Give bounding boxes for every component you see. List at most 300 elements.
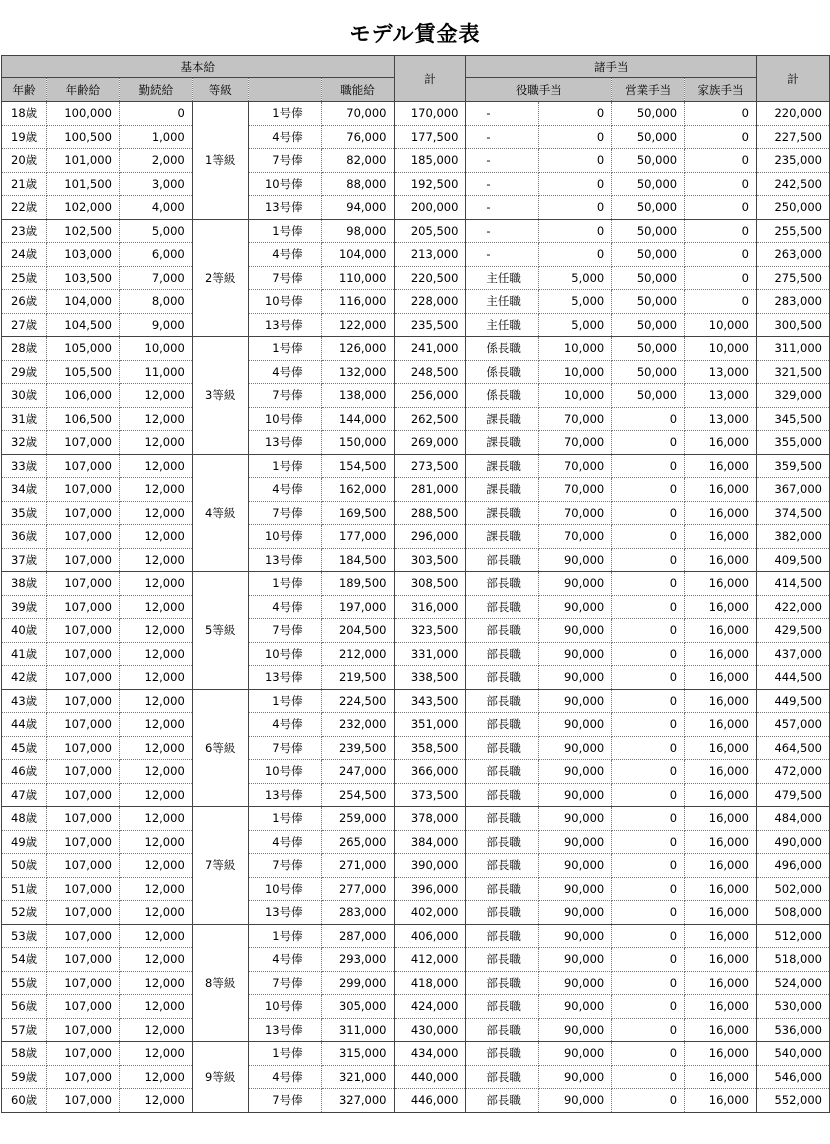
age-cell: 48歳 xyxy=(2,807,47,831)
basic-total-cell: 303,500 xyxy=(394,548,466,572)
service-pay-cell: 9,000 xyxy=(119,313,192,337)
family-allowance-cell: 16,000 xyxy=(685,948,757,972)
grand-total-cell: 311,000 xyxy=(757,337,830,361)
wage-table-body xyxy=(2,102,830,1113)
age-cell: 36歳 xyxy=(2,525,47,549)
step-cell: 4号俸 xyxy=(248,478,321,502)
step-cell: 4号俸 xyxy=(248,360,321,384)
table-row xyxy=(2,971,830,995)
step-cell: 1号俸 xyxy=(248,219,321,243)
family-allowance-cell: 13,000 xyxy=(685,384,757,408)
family-allowance-cell: 13,000 xyxy=(685,360,757,384)
grand-total-cell: 227,500 xyxy=(757,125,830,149)
age-pay-cell: 107,000 xyxy=(46,689,119,713)
grand-total-cell: 552,000 xyxy=(757,1089,830,1113)
basic-total-cell: 248,500 xyxy=(394,360,466,384)
position-cell: 部長職 xyxy=(466,807,539,831)
basic-total-cell: 366,000 xyxy=(394,760,466,784)
step-cell: 7号俸 xyxy=(248,854,321,878)
step-cell: 10号俸 xyxy=(248,877,321,901)
table-row xyxy=(2,548,830,572)
family-allowance-cell: 0 xyxy=(685,149,757,173)
table-row xyxy=(2,877,830,901)
grand-total-cell: 409,500 xyxy=(757,548,830,572)
position-cell: 部長職 xyxy=(466,877,539,901)
grand-total-cell: 437,000 xyxy=(757,642,830,666)
position-allowance-cell: 10,000 xyxy=(539,337,612,361)
job-pay-cell: 315,000 xyxy=(321,1042,394,1066)
position-allowance-cell: 90,000 xyxy=(539,995,612,1019)
service-pay-cell: 12,000 xyxy=(119,901,192,925)
basic-total-cell: 192,500 xyxy=(394,172,466,196)
position-allowance-cell: 5,000 xyxy=(539,266,612,290)
table-row xyxy=(2,901,830,925)
basic-total-cell: 406,000 xyxy=(394,924,466,948)
position-allowance-cell: 90,000 xyxy=(539,713,612,737)
position-allowance-cell: 70,000 xyxy=(539,525,612,549)
grade-cell: 1等級 xyxy=(192,102,248,220)
service-pay-cell: 5,000 xyxy=(119,219,192,243)
position-allowance-cell: 0 xyxy=(539,172,612,196)
position-allowance-cell: 90,000 xyxy=(539,971,612,995)
position-cell: 主任職 xyxy=(466,313,539,337)
position-allowance-cell: 5,000 xyxy=(539,290,612,314)
step-cell: 10号俸 xyxy=(248,172,321,196)
sales-allowance-cell: 0 xyxy=(612,995,685,1019)
age-cell: 40歳 xyxy=(2,619,47,643)
grand-total-cell: 496,000 xyxy=(757,854,830,878)
position-cell: - xyxy=(466,196,539,220)
age-pay-cell: 107,000 xyxy=(46,854,119,878)
table-row xyxy=(2,149,830,173)
family-allowance-cell: 16,000 xyxy=(685,454,757,478)
grand-total-cell: 518,000 xyxy=(757,948,830,972)
family-allowance-cell: 16,000 xyxy=(685,807,757,831)
grand-total-cell: 367,000 xyxy=(757,478,830,502)
grand-total-cell: 464,500 xyxy=(757,736,830,760)
position-allowance-cell: 70,000 xyxy=(539,407,612,431)
age-cell: 43歳 xyxy=(2,689,47,713)
grand-total-cell: 536,000 xyxy=(757,1018,830,1042)
age-pay-cell: 104,500 xyxy=(46,313,119,337)
grand-total-cell: 540,000 xyxy=(757,1042,830,1066)
age-cell: 50歳 xyxy=(2,854,47,878)
basic-total-cell: 228,000 xyxy=(394,290,466,314)
basic-total-cell: 177,500 xyxy=(394,125,466,149)
step-cell: 1号俸 xyxy=(248,924,321,948)
position-cell: 部長職 xyxy=(466,854,539,878)
job-pay-cell: 219,500 xyxy=(321,666,394,690)
grand-total-cell: 429,500 xyxy=(757,619,830,643)
service-pay-cell: 12,000 xyxy=(119,713,192,737)
position-cell: 部長職 xyxy=(466,595,539,619)
sales-allowance-cell: 0 xyxy=(612,595,685,619)
job-pay-cell: 162,000 xyxy=(321,478,394,502)
grade-cell: 3等級 xyxy=(192,337,248,455)
service-pay-cell: 12,000 xyxy=(119,619,192,643)
step-cell: 1号俸 xyxy=(248,102,321,126)
service-pay-cell: 12,000 xyxy=(119,877,192,901)
age-pay-cell: 107,000 xyxy=(46,995,119,1019)
job-pay-cell: 305,000 xyxy=(321,995,394,1019)
job-pay-cell: 70,000 xyxy=(321,102,394,126)
table-row xyxy=(2,196,830,220)
age-cell: 38歳 xyxy=(2,572,47,596)
sales-allowance-cell: 0 xyxy=(612,501,685,525)
step-cell: 7号俸 xyxy=(248,501,321,525)
grand-total-cell: 508,000 xyxy=(757,901,830,925)
family-allowance-cell: 0 xyxy=(685,125,757,149)
step-cell: 10号俸 xyxy=(248,995,321,1019)
grade-cell: 8等級 xyxy=(192,924,248,1042)
job-pay-cell: 138,000 xyxy=(321,384,394,408)
position-cell: - xyxy=(466,102,539,126)
basic-total-cell: 235,500 xyxy=(394,313,466,337)
step-cell: 4号俸 xyxy=(248,830,321,854)
position-allowance-cell: 90,000 xyxy=(539,830,612,854)
position-cell: 部長職 xyxy=(466,713,539,737)
position-allowance-cell: 70,000 xyxy=(539,478,612,502)
age-cell: 49歳 xyxy=(2,830,47,854)
header-age: 年齢 xyxy=(2,78,47,102)
grand-total-cell: 530,000 xyxy=(757,995,830,1019)
step-cell: 1号俸 xyxy=(248,807,321,831)
family-allowance-cell: 0 xyxy=(685,266,757,290)
step-cell: 13号俸 xyxy=(248,1018,321,1042)
position-allowance-cell: 70,000 xyxy=(539,454,612,478)
age-pay-cell: 107,000 xyxy=(46,548,119,572)
age-pay-cell: 107,000 xyxy=(46,783,119,807)
step-cell: 4号俸 xyxy=(248,713,321,737)
table-row xyxy=(2,243,830,267)
table-row xyxy=(2,689,830,713)
table-row xyxy=(2,290,830,314)
age-cell: 59歳 xyxy=(2,1065,47,1089)
grand-total-cell: 484,000 xyxy=(757,807,830,831)
grand-total-cell: 479,500 xyxy=(757,783,830,807)
family-allowance-cell: 16,000 xyxy=(685,901,757,925)
sales-allowance-cell: 50,000 xyxy=(612,149,685,173)
step-cell: 13号俸 xyxy=(248,313,321,337)
step-cell: 7号俸 xyxy=(248,1089,321,1113)
position-cell: 主任職 xyxy=(466,290,539,314)
age-cell: 25歳 xyxy=(2,266,47,290)
basic-total-cell: 446,000 xyxy=(394,1089,466,1113)
job-pay-cell: 265,000 xyxy=(321,830,394,854)
step-cell: 1号俸 xyxy=(248,454,321,478)
job-pay-cell: 110,000 xyxy=(321,266,394,290)
job-pay-cell: 287,000 xyxy=(321,924,394,948)
age-cell: 56歳 xyxy=(2,995,47,1019)
basic-total-cell: 316,000 xyxy=(394,595,466,619)
service-pay-cell: 1,000 xyxy=(119,125,192,149)
step-cell: 1号俸 xyxy=(248,572,321,596)
grand-total-cell: 345,500 xyxy=(757,407,830,431)
grand-total-cell: 255,500 xyxy=(757,219,830,243)
sales-allowance-cell: 0 xyxy=(612,924,685,948)
position-cell: 部長職 xyxy=(466,830,539,854)
age-pay-cell: 107,000 xyxy=(46,431,119,455)
job-pay-cell: 154,500 xyxy=(321,454,394,478)
grand-total-cell: 263,000 xyxy=(757,243,830,267)
job-pay-cell: 116,000 xyxy=(321,290,394,314)
position-cell: 部長職 xyxy=(466,760,539,784)
sales-allowance-cell: 0 xyxy=(612,642,685,666)
table-row xyxy=(2,760,830,784)
position-allowance-cell: 70,000 xyxy=(539,501,612,525)
position-allowance-cell: 90,000 xyxy=(539,736,612,760)
step-cell: 10号俸 xyxy=(248,525,321,549)
header-job-pay: 職能給 xyxy=(321,78,394,102)
position-allowance-cell: 90,000 xyxy=(539,760,612,784)
table-row xyxy=(2,1042,830,1066)
table-row xyxy=(2,266,830,290)
age-pay-cell: 107,000 xyxy=(46,478,119,502)
position-cell: 課長職 xyxy=(466,478,539,502)
sales-allowance-cell: 0 xyxy=(612,572,685,596)
position-allowance-cell: 90,000 xyxy=(539,877,612,901)
sales-allowance-cell: 0 xyxy=(612,713,685,737)
grand-total-cell: 220,000 xyxy=(757,102,830,126)
age-pay-cell: 107,000 xyxy=(46,924,119,948)
basic-total-cell: 308,500 xyxy=(394,572,466,596)
step-cell: 13号俸 xyxy=(248,196,321,220)
family-allowance-cell: 16,000 xyxy=(685,619,757,643)
sales-allowance-cell: 0 xyxy=(612,1042,685,1066)
table-row xyxy=(2,431,830,455)
age-pay-cell: 107,000 xyxy=(46,619,119,643)
position-allowance-cell: 70,000 xyxy=(539,431,612,455)
position-cell: 係長職 xyxy=(466,384,539,408)
position-allowance-cell: 90,000 xyxy=(539,783,612,807)
age-pay-cell: 107,000 xyxy=(46,971,119,995)
service-pay-cell: 12,000 xyxy=(119,924,192,948)
age-cell: 24歳 xyxy=(2,243,47,267)
service-pay-cell: 12,000 xyxy=(119,407,192,431)
age-cell: 51歳 xyxy=(2,877,47,901)
job-pay-cell: 184,500 xyxy=(321,548,394,572)
header-sales-allowance: 営業手当 xyxy=(612,78,685,102)
service-pay-cell: 12,000 xyxy=(119,642,192,666)
basic-total-cell: 323,500 xyxy=(394,619,466,643)
position-cell: 部長職 xyxy=(466,1089,539,1113)
age-cell: 18歳 xyxy=(2,102,47,126)
step-cell: 1号俸 xyxy=(248,1042,321,1066)
age-pay-cell: 107,000 xyxy=(46,1065,119,1089)
position-allowance-cell: 90,000 xyxy=(539,807,612,831)
table-row xyxy=(2,384,830,408)
grand-total-cell: 374,500 xyxy=(757,501,830,525)
age-cell: 47歳 xyxy=(2,783,47,807)
table-row xyxy=(2,595,830,619)
position-allowance-cell: 0 xyxy=(539,219,612,243)
age-pay-cell: 102,000 xyxy=(46,196,119,220)
header-age-pay: 年齢給 xyxy=(46,78,119,102)
grand-total-cell: 490,000 xyxy=(757,830,830,854)
step-cell: 1号俸 xyxy=(248,689,321,713)
table-row xyxy=(2,713,830,737)
job-pay-cell: 247,000 xyxy=(321,760,394,784)
sales-allowance-cell: 0 xyxy=(612,454,685,478)
position-cell: 部長職 xyxy=(466,736,539,760)
position-cell: 部長職 xyxy=(466,1065,539,1089)
step-cell: 4号俸 xyxy=(248,1065,321,1089)
family-allowance-cell: 16,000 xyxy=(685,924,757,948)
service-pay-cell: 12,000 xyxy=(119,1089,192,1113)
sales-allowance-cell: 0 xyxy=(612,736,685,760)
age-pay-cell: 107,000 xyxy=(46,595,119,619)
grand-total-cell: 321,500 xyxy=(757,360,830,384)
position-cell: 部長職 xyxy=(466,948,539,972)
grand-total-cell: 300,500 xyxy=(757,313,830,337)
page-title: モデル賃金表 xyxy=(349,22,481,46)
sales-allowance-cell: 0 xyxy=(612,407,685,431)
job-pay-cell: 271,000 xyxy=(321,854,394,878)
table-row xyxy=(2,219,830,243)
header-step xyxy=(248,78,321,102)
family-allowance-cell: 16,000 xyxy=(685,548,757,572)
age-cell: 30歳 xyxy=(2,384,47,408)
grand-total-cell: 329,000 xyxy=(757,384,830,408)
position-cell: 主任職 xyxy=(466,266,539,290)
family-allowance-cell: 16,000 xyxy=(685,971,757,995)
service-pay-cell: 12,000 xyxy=(119,971,192,995)
job-pay-cell: 299,000 xyxy=(321,971,394,995)
service-pay-cell: 12,000 xyxy=(119,1065,192,1089)
service-pay-cell: 0 xyxy=(119,102,192,126)
basic-total-cell: 396,000 xyxy=(394,877,466,901)
job-pay-cell: 239,500 xyxy=(321,736,394,760)
basic-total-cell: 296,000 xyxy=(394,525,466,549)
age-pay-cell: 103,000 xyxy=(46,243,119,267)
step-cell: 7号俸 xyxy=(248,619,321,643)
age-pay-cell: 107,000 xyxy=(46,501,119,525)
wage-table xyxy=(1,55,830,1113)
grand-total-cell: 414,500 xyxy=(757,572,830,596)
age-pay-cell: 107,000 xyxy=(46,642,119,666)
family-allowance-cell: 16,000 xyxy=(685,1089,757,1113)
table-row xyxy=(2,1089,830,1113)
basic-total-cell: 273,500 xyxy=(394,454,466,478)
family-allowance-cell: 16,000 xyxy=(685,877,757,901)
family-allowance-cell: 16,000 xyxy=(685,572,757,596)
age-pay-cell: 103,500 xyxy=(46,266,119,290)
step-cell: 10号俸 xyxy=(248,290,321,314)
basic-total-cell: 220,500 xyxy=(394,266,466,290)
grand-total-cell: 512,000 xyxy=(757,924,830,948)
age-pay-cell: 107,000 xyxy=(46,807,119,831)
grand-total-cell: 457,000 xyxy=(757,713,830,737)
step-cell: 4号俸 xyxy=(248,243,321,267)
sales-allowance-cell: 0 xyxy=(612,760,685,784)
sales-allowance-cell: 0 xyxy=(612,807,685,831)
table-row xyxy=(2,501,830,525)
age-cell: 31歳 xyxy=(2,407,47,431)
position-cell: 課長職 xyxy=(466,431,539,455)
position-cell: 係長職 xyxy=(466,360,539,384)
service-pay-cell: 12,000 xyxy=(119,948,192,972)
table-row xyxy=(2,407,830,431)
basic-total-cell: 269,000 xyxy=(394,431,466,455)
service-pay-cell: 12,000 xyxy=(119,830,192,854)
position-allowance-cell: 90,000 xyxy=(539,1089,612,1113)
age-cell: 42歳 xyxy=(2,666,47,690)
age-pay-cell: 107,000 xyxy=(46,454,119,478)
job-pay-cell: 122,000 xyxy=(321,313,394,337)
age-pay-cell: 107,000 xyxy=(46,877,119,901)
age-cell: 58歳 xyxy=(2,1042,47,1066)
service-pay-cell: 12,000 xyxy=(119,1042,192,1066)
family-allowance-cell: 16,000 xyxy=(685,760,757,784)
position-cell: - xyxy=(466,149,539,173)
age-pay-cell: 107,000 xyxy=(46,736,119,760)
step-cell: 7号俸 xyxy=(248,149,321,173)
sales-allowance-cell: 50,000 xyxy=(612,172,685,196)
sales-allowance-cell: 0 xyxy=(612,619,685,643)
position-allowance-cell: 90,000 xyxy=(539,595,612,619)
job-pay-cell: 311,000 xyxy=(321,1018,394,1042)
table-row xyxy=(2,924,830,948)
service-pay-cell: 12,000 xyxy=(119,525,192,549)
position-allowance-cell: 5,000 xyxy=(539,313,612,337)
basic-total-cell: 418,000 xyxy=(394,971,466,995)
service-pay-cell: 12,000 xyxy=(119,783,192,807)
family-allowance-cell: 0 xyxy=(685,290,757,314)
position-allowance-cell: 0 xyxy=(539,243,612,267)
age-pay-cell: 107,000 xyxy=(46,666,119,690)
service-pay-cell: 12,000 xyxy=(119,666,192,690)
age-pay-cell: 101,000 xyxy=(46,149,119,173)
position-cell: 部長職 xyxy=(466,971,539,995)
job-pay-cell: 104,000 xyxy=(321,243,394,267)
service-pay-cell: 12,000 xyxy=(119,384,192,408)
sales-allowance-cell: 50,000 xyxy=(612,360,685,384)
position-allowance-cell: 90,000 xyxy=(539,642,612,666)
table-row xyxy=(2,1065,830,1089)
grand-total-cell: 235,000 xyxy=(757,149,830,173)
position-allowance-cell: 0 xyxy=(539,125,612,149)
service-pay-cell: 12,000 xyxy=(119,760,192,784)
position-cell: 課長職 xyxy=(466,525,539,549)
table-row xyxy=(2,807,830,831)
job-pay-cell: 283,000 xyxy=(321,901,394,925)
job-pay-cell: 126,000 xyxy=(321,337,394,361)
header-allowances: 諸手当 xyxy=(466,56,757,78)
service-pay-cell: 12,000 xyxy=(119,572,192,596)
service-pay-cell: 2,000 xyxy=(119,149,192,173)
sales-allowance-cell: 0 xyxy=(612,877,685,901)
age-pay-cell: 107,000 xyxy=(46,1018,119,1042)
job-pay-cell: 254,500 xyxy=(321,783,394,807)
service-pay-cell: 12,000 xyxy=(119,736,192,760)
step-cell: 7号俸 xyxy=(248,384,321,408)
step-cell: 13号俸 xyxy=(248,901,321,925)
position-cell: 課長職 xyxy=(466,454,539,478)
header-family-allowance: 家族手当 xyxy=(685,78,757,102)
position-cell: 部長職 xyxy=(466,1018,539,1042)
sales-allowance-cell: 50,000 xyxy=(612,125,685,149)
table-row xyxy=(2,1018,830,1042)
family-allowance-cell: 16,000 xyxy=(685,1042,757,1066)
age-cell: 60歳 xyxy=(2,1089,47,1113)
age-cell: 27歳 xyxy=(2,313,47,337)
table-row xyxy=(2,360,830,384)
sales-allowance-cell: 50,000 xyxy=(612,266,685,290)
family-allowance-cell: 16,000 xyxy=(685,713,757,737)
job-pay-cell: 277,000 xyxy=(321,877,394,901)
service-pay-cell: 12,000 xyxy=(119,807,192,831)
age-cell: 34歳 xyxy=(2,478,47,502)
